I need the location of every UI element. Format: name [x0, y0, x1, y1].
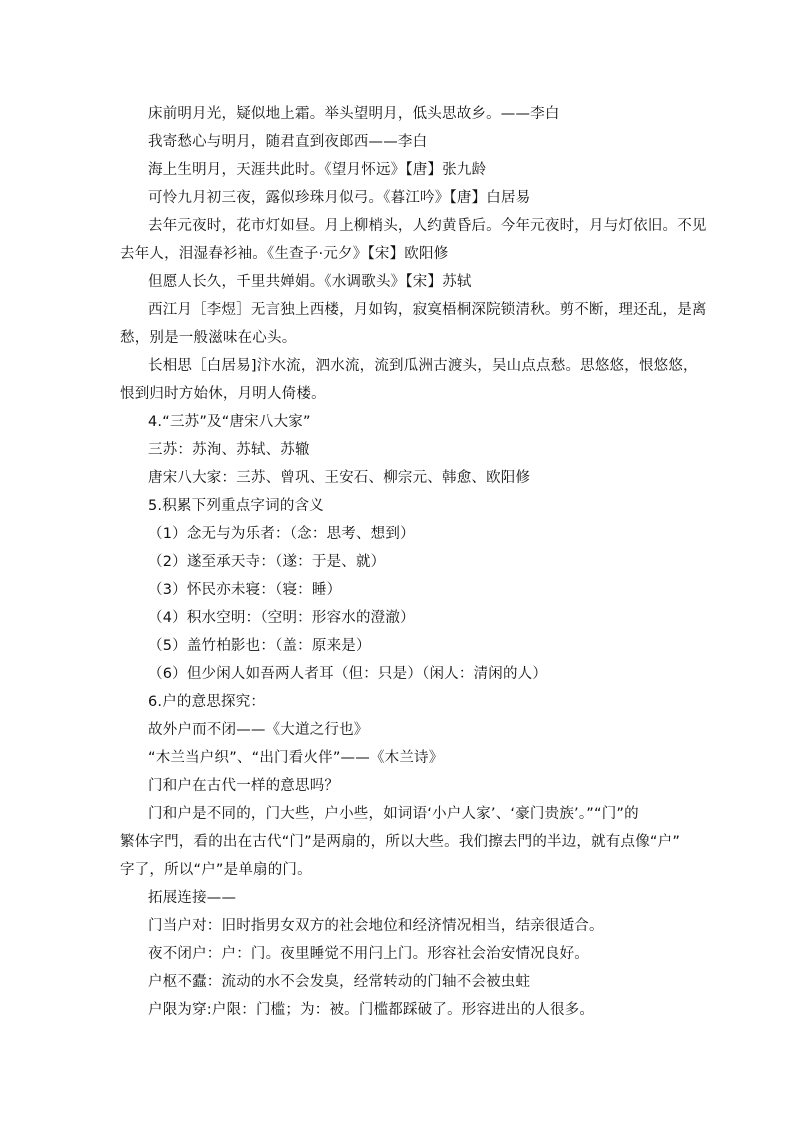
text-line-1: 床前明月光，疑似地上霜。举头望明月，低头思故乡。——李白	[148, 106, 560, 122]
text-line-5: 去年元夜时，花市灯如昼。月上柳梢头，人约黄昏后。今年元夜时，月与灯依旧。不见	[148, 218, 707, 234]
text-line-26: 门和户是不同的，门大些，户小些，如词语‘小户人家’、‘豪门贵族’。”“门”的	[148, 806, 639, 822]
list-item-2: （2）遂至承天寺：（遂：于是、就）	[148, 554, 386, 570]
section-heading-6: 6.户的意思探究：	[148, 694, 266, 710]
document-body	[120, 100, 707, 1024]
text-line-27: 繁体字門，看的出在古代“门”是两扇的，所以大些。我们擦去門的半边，就有点像“户”	[120, 834, 681, 850]
list-item-5: （5）盖竹柏影也：（盖：原来是）	[148, 638, 371, 654]
text-line-9: 愁，别是一般滋味在心头。	[120, 330, 297, 346]
text-line-14: 唐宋八大家：三苏、曾巩、王安石、柳宗元、韩愈、欧阳修	[148, 470, 531, 486]
text-line-8: 西江月［李煜］无言独上西楼，月如钩，寂寞梧桐深院锁清秋。剪不断，理还乱，是离	[148, 302, 707, 318]
list-item-6: （6）但少闲人如吾两人者耳（但：只是）（闲人：清闲的人）	[148, 666, 548, 682]
text-line-11: 恨到归时方始休，月明人倚楼。	[120, 386, 326, 402]
text-line-25: 门和户在古代一样的意思吗？	[148, 778, 340, 794]
text-line-4: 可怜九月初三夜，露似珍珠月似弓。《暮江吟》【唐】白居易	[148, 190, 531, 206]
text-line-33: 户限为穿:户限：门槛；为：被。门槛都踩破了。形容进出的人很多。	[148, 1002, 595, 1018]
text-line-13: 三苏：苏洵、苏轼、苏辙	[148, 442, 310, 458]
list-item-4: （4）积水空明：（空明：形容水的澄澈）	[148, 610, 415, 626]
text-line-32: 户枢不蠹：流动的水不会发臭，经常转动的门轴不会被虫蛀	[148, 974, 531, 990]
text-line-2: 我寄愁心与明月，随君直到夜郎西——李白	[148, 134, 428, 150]
section-heading-5: 5.积累下列重点字词的含义	[148, 498, 324, 514]
text-line-6: 去年人，泪湿春衫袖。《生查子·元夕》【宋】欧阳修	[120, 246, 449, 262]
text-line-7: 但愿人长久，千里共婵娟。《水调歌头》【宋】苏轼	[148, 274, 472, 290]
list-item-1: （1）念无与为乐者：（念：思考、想到）	[148, 526, 415, 542]
text-line-23: 故外户而不闭——《大道之行也》	[148, 722, 369, 738]
text-line-24: “木兰当户织”、“出门看火伴”——《木兰诗》	[148, 750, 444, 766]
text-line-10: 长相思［白居易]汴水流，泗水流，流到瓜洲古渡头，吴山点点愁。思悠悠，恨悠悠，	[148, 358, 698, 374]
text-line-28: 字了，所以“户”是单扇的门。	[120, 862, 312, 878]
text-line-30: 门当户对：旧时指男女双方的社会地位和经济情况相当，结亲很适合。	[148, 918, 604, 934]
text-line-31: 夜不闭户：户：门。夜里睡觉不用闩上门。形容社会治安情况良好。	[148, 946, 589, 962]
text-line-3: 海上生明月，天涯共此时。《望月怀远》【唐】张九龄	[148, 162, 487, 178]
text-line-29: 拓展连接——	[148, 890, 237, 906]
list-item-3: （3）怀民亦未寝：（寝：睡）	[148, 582, 342, 598]
section-heading-4: 4.“三苏”及“唐宋八大家”	[148, 414, 311, 430]
